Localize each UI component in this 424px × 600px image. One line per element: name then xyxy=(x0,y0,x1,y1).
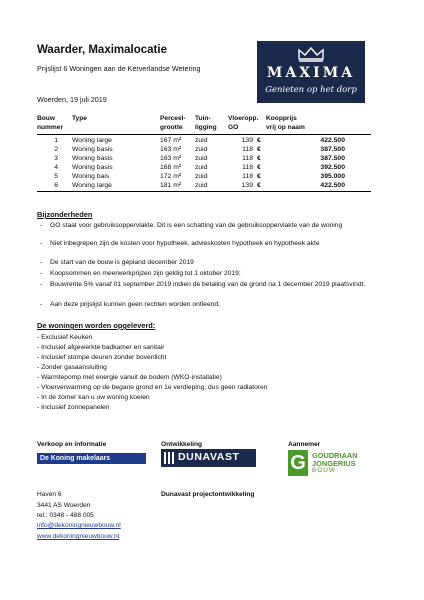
de-koning-logo: De Koning makelaars xyxy=(37,453,146,464)
footer-heading-ontwikkeling: Ontwikkeling xyxy=(161,441,203,448)
list-item: - Exclusief Keuken xyxy=(37,334,93,341)
list-item: - Inclusief stompe deuren zonder bovenlicht xyxy=(37,354,167,361)
email-link[interactable]: info@dekoningnieuwbouw.nl xyxy=(37,522,121,529)
col-header-vloer: Vloeropp. GO xyxy=(228,115,259,131)
website-link[interactable]: www.dekoningnieuwbouw.nl xyxy=(37,533,120,540)
document-date: Woerden, 19 juli 2019 xyxy=(37,95,107,104)
list-item: - Niet inbegrepen zijn de kosten voor hypotheek, advieskosten hypotheek en hypotheek akte xyxy=(40,240,320,247)
table-divider xyxy=(37,134,371,135)
address-line: 3441 AS Woerden xyxy=(37,502,91,509)
list-item: - Warmtepomp met energie vanuit de bodem (WKO-installatie) xyxy=(37,374,222,381)
dunavast-caption: Dunavast projectontwikkeling xyxy=(161,491,255,498)
list-item: - Koopsommen en meerwerkprijzen zijn geldig tot 1 oktober 2019; xyxy=(40,270,241,277)
dunavast-mark-icon xyxy=(164,452,175,464)
col-header-perceel: Perceel- grootte xyxy=(160,115,186,131)
col-header-type: Type xyxy=(72,115,87,122)
footer-heading-verkoop: Verkoop en informatie xyxy=(37,441,107,448)
table-row: 1 Woning large 167 m² zuid 139 € 422.500 xyxy=(54,137,345,144)
table-row: 4 Woning basis 168 m² zuid 118 € 392.500 xyxy=(54,164,345,171)
col-header-tuin: Tuin- ligging xyxy=(195,115,217,131)
phone-number: tel.: 0348 - 488 005 xyxy=(37,512,94,519)
table-row: 2 Woning basis 163 m² zuid 118 € 387.500 xyxy=(54,146,345,153)
list-item: - Aan deze prijslijst kunnen geen rechten worden ontleend; xyxy=(40,301,220,308)
page-title: Waarder, Maximalocatie xyxy=(37,44,167,56)
logo-word: MAXIMA xyxy=(266,65,356,81)
section-heading-opgeleverd: De woningen worden opgeleverd: xyxy=(37,321,156,330)
table-row: 3 Woning basis 163 m² zuid 118 € 387.500 xyxy=(54,155,345,162)
table-row: 5 Woning bais 172 m² zuid 118 € 395.000 xyxy=(54,173,345,180)
table-divider xyxy=(37,191,371,192)
col-header-koopprijs: Koopprijs vrij op naam xyxy=(266,115,305,131)
list-item: - De start van de bouw is gepland december 2019 xyxy=(40,259,194,266)
address-line: Haven 6 xyxy=(37,491,62,498)
col-header-bouwnummer: Bouw nummer xyxy=(37,115,64,131)
list-item: - GO staat voor gebruiksoppervlakte. Dit is een schatting van de gebruiksoppervlakte van de woning xyxy=(40,222,343,229)
list-item: - In de zomer kan u uw woning koelen xyxy=(37,394,150,401)
list-item: - Inclusief afgewerkte badkamer en sanitair xyxy=(37,344,165,351)
table-row: 6 Woning large 181 m² zuid 139 € 422.500 xyxy=(54,182,345,189)
list-item: - Vloerverwarming op de begane grond en 1e verdieping, dus geen radiatoren xyxy=(37,384,268,391)
list-item: - Inclusief zonnepanelen xyxy=(37,404,110,411)
logo-tagline: Genieten op het dorp xyxy=(265,85,357,95)
list-item: - Zonder gasaansluiting xyxy=(37,364,107,371)
crown-icon xyxy=(296,45,326,63)
section-heading-bijzonderheden: Bijzonderheden xyxy=(37,210,93,219)
footer-heading-aannemer: Aannemer xyxy=(288,441,321,448)
dunavast-logo: DUNAVAST xyxy=(161,449,256,467)
maxima-logo xyxy=(257,41,365,103)
list-item: - Bouwrente 5% vanaf 01 september 2019 indien de betaling van de grond na 1 december 2019 plaatsvindt. xyxy=(40,281,366,288)
subtitle: Prijslijst 6 Woningen aan de Kerverlandse Wetering xyxy=(37,64,201,73)
